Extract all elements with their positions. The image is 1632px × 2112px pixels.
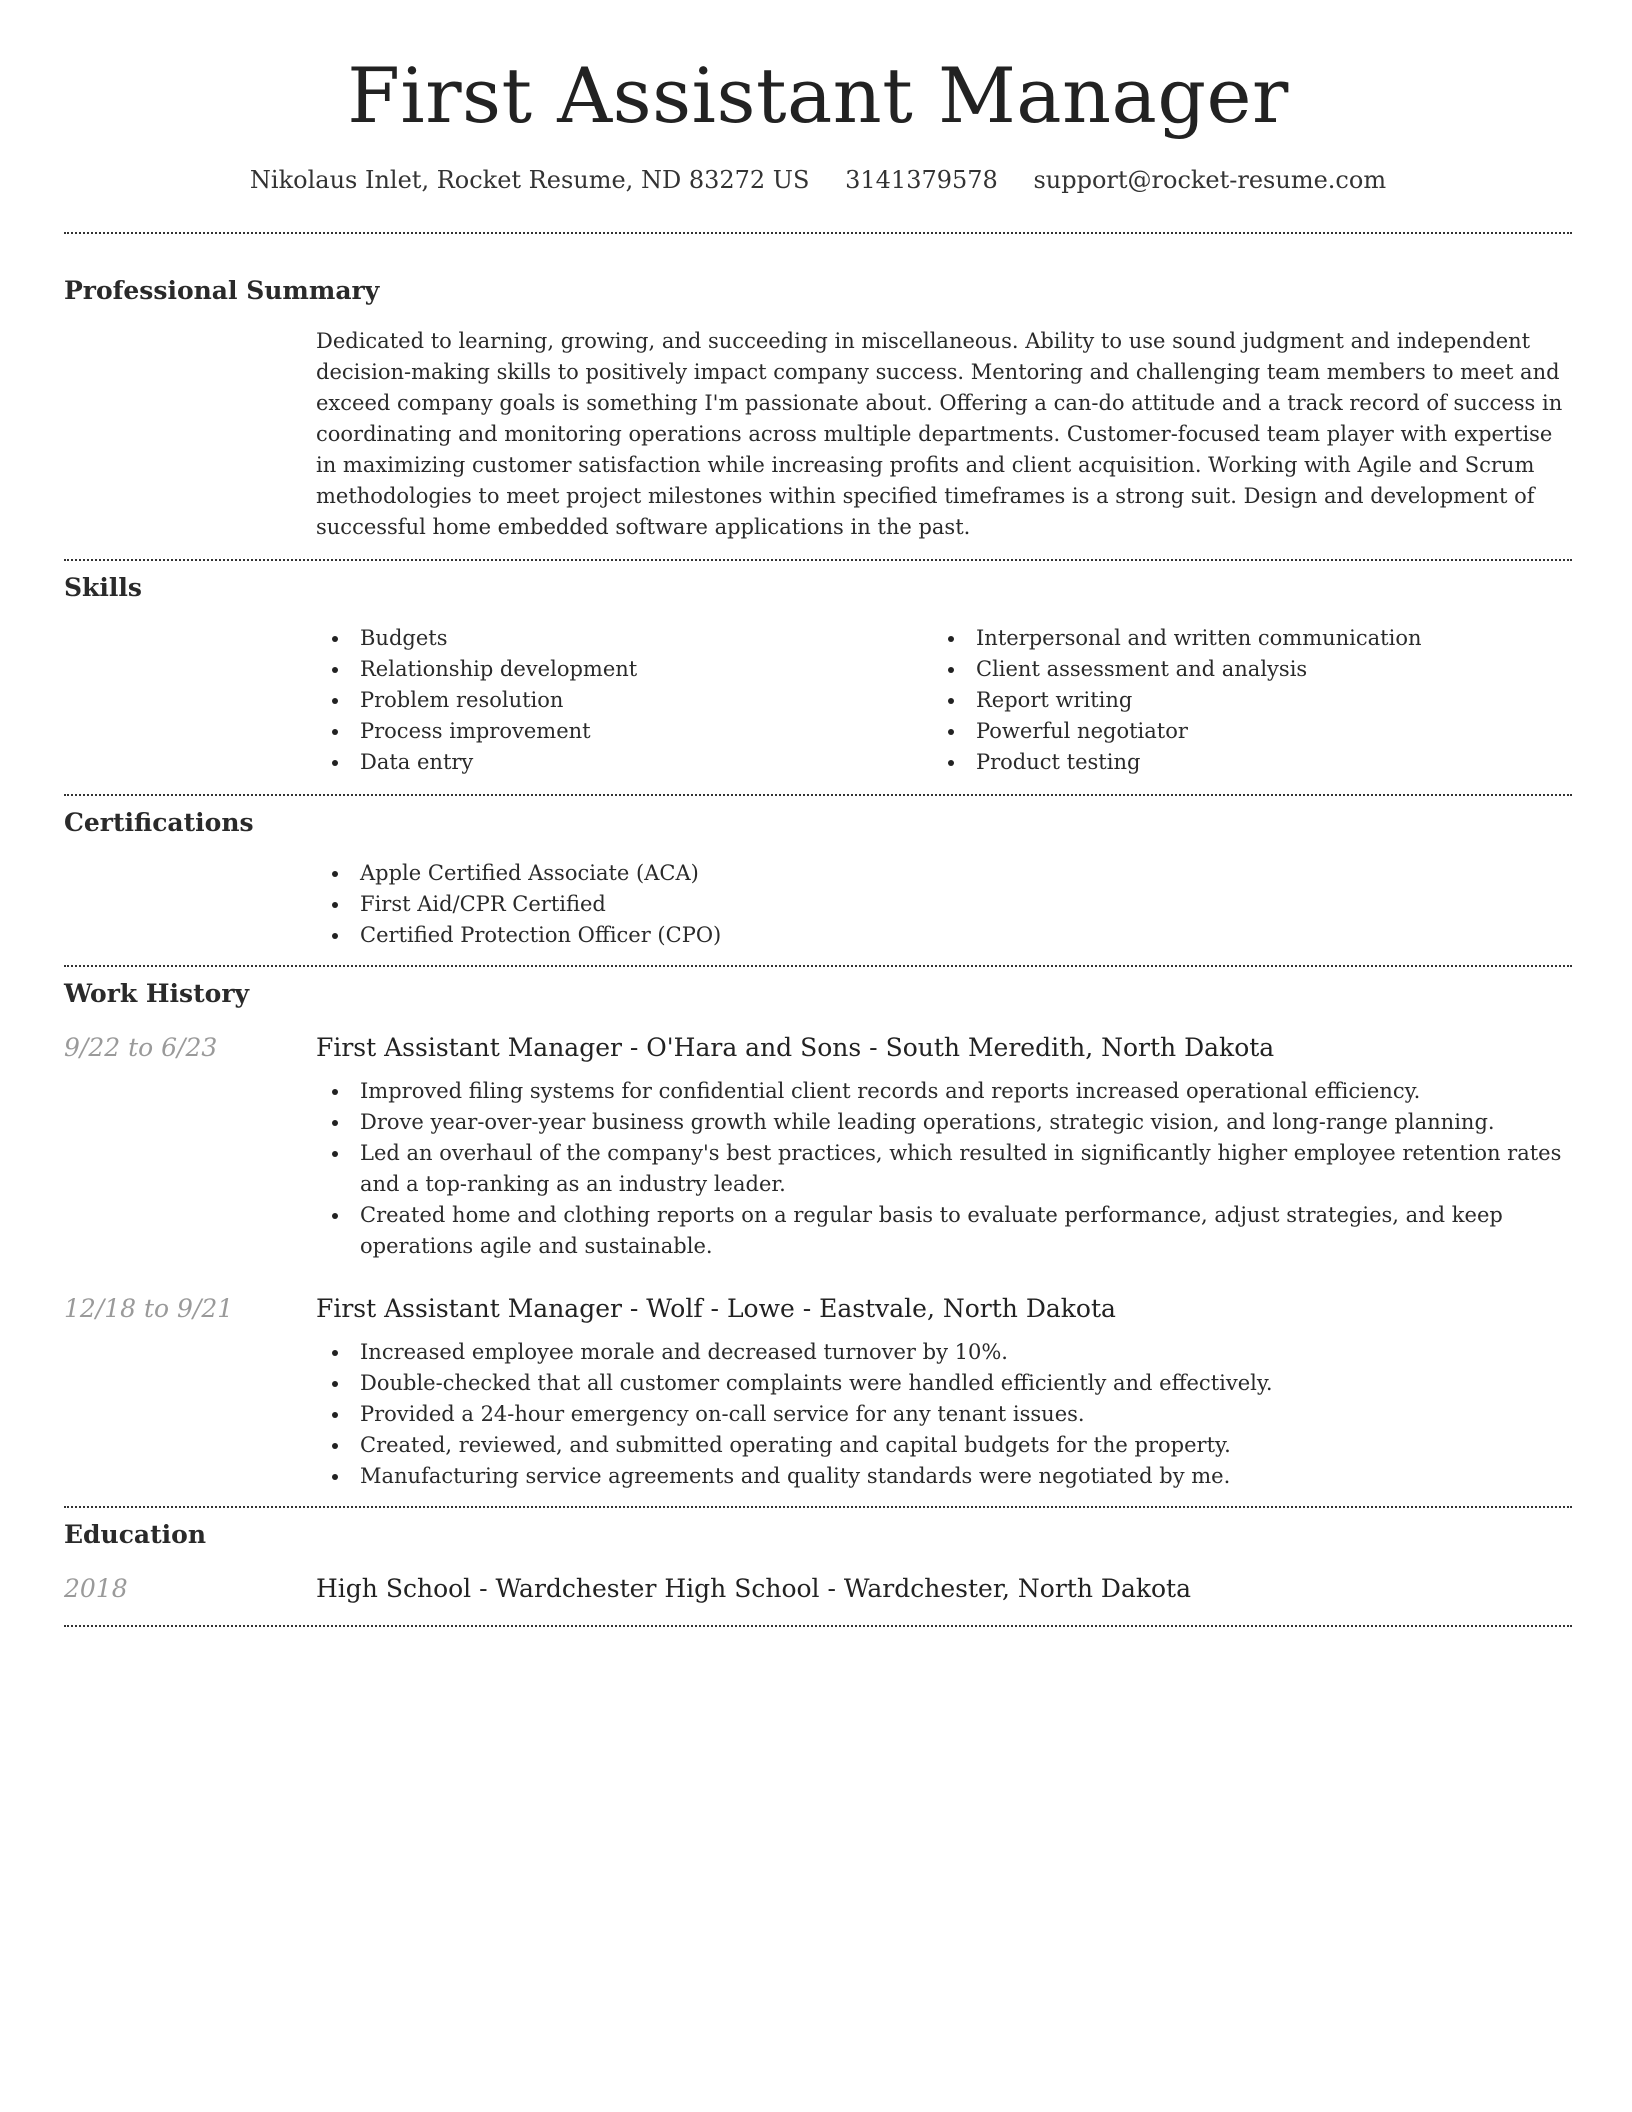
job-bullet: Provided a 24-hour emergency on-call service for any tenant issues. [316,1399,1572,1430]
job-bullets [316,1076,1572,1262]
contact-phone: 3141379578 [845,165,998,194]
resume-page [64,0,1572,1627]
certification-item: Apple Certified Associate (ACA) [316,858,1572,889]
skill-item: Relationship development [316,654,932,685]
skill-item: Interpersonal and written communication [932,623,1548,654]
skill-item: Product testing [932,747,1548,778]
education-section [64,1520,1572,1603]
job-title: First Assistant Manager - Wolf - Lowe - Eastvale, North Dakota [316,1294,1116,1324]
summary-text: Dedicated to learning, growing, and succeeding in miscellaneous. Ability to use sound judgment and independent decision-making skills to positively impact company success. Mentoring and challenging team members to meet and exceed company goals is something I'm passionate about. Offering a can-do attitude and a track record of success in coordinating and monitoring operations across multiple departments. Customer-focused team player with expertise in maximizing customer satisfaction while increasing profits and client acquisition. Working with Agile and Scrum methodologies to meet project milestones within specified timeframes is a strong suit. Design and development of successful home embedded software applications in the past. [316,329,1563,540]
resume-name: First Assistant Manager [347,51,1289,140]
contact-line [64,166,1572,195]
work-history-title: Work History [64,979,250,1009]
section-divider [64,794,1572,796]
certifications-list [316,858,1572,951]
education-title: Education [64,1520,207,1550]
education-date: 2018 [64,1574,128,1604]
section-divider [64,232,1572,234]
section-divider [64,1625,1572,1627]
skill-item: Process improvement [316,716,932,747]
job-bullet: Manufacturing service agreements and quality standards were negotiated by me. [316,1461,1572,1492]
job-date: 12/18 to 9/21 [64,1294,234,1324]
contact-address: Nikolaus Inlet, Rocket Resume, ND 83272 US [249,165,810,194]
certification-item: First Aid/CPR Certified [316,889,1572,920]
education-entry [64,1574,1572,1603]
job-bullet: Improved filing systems for confidential client records and reports increased operational efficiency. [316,1076,1572,1107]
certifications-title: Certifications [64,808,254,838]
job-title: First Assistant Manager - O'Hara and Sons - South Meredith, North Dakota [316,1033,1275,1063]
skill-item: Budgets [316,623,932,654]
job-header [64,1033,1572,1062]
skills-list-left [316,623,932,778]
skill-item: Powerful negotiator [932,716,1548,747]
skills-columns [316,623,1572,778]
contact-email: support@rocket-resume.com [1033,165,1387,194]
skill-item: Problem resolution [316,685,932,716]
job-bullet: Created, reviewed, and submitted operating and capital budgets for the property. [316,1430,1572,1461]
work-history-section [64,979,1572,1492]
job-entry [64,1033,1572,1262]
skills-list-right [932,623,1548,778]
job-bullet: Led an overhaul of the company's best practices, which resulted in significantly higher employee retention rates and a top-ranking as an industry leader. [316,1138,1572,1200]
skill-item: Data entry [316,747,932,778]
skills-title: Skills [64,573,142,603]
section-divider [64,1506,1572,1508]
job-date: 9/22 to 6/23 [64,1033,218,1063]
summary-section [64,276,1572,543]
job-bullets [316,1337,1572,1492]
job-entry [64,1294,1572,1492]
job-bullet: Increased employee morale and decreased turnover by 10%. [316,1337,1572,1368]
section-divider [64,965,1572,967]
skill-item: Report writing [932,685,1548,716]
summary-title: Professional Summary [64,276,380,306]
job-header [64,1294,1572,1323]
certifications-section [64,808,1572,951]
certification-item: Certified Protection Officer (CPO) [316,920,1572,951]
section-divider [64,559,1572,561]
education-title-line: High School - Wardchester High School - Wardchester, North Dakota [316,1574,1191,1604]
skills-section [64,573,1572,778]
skill-item: Client assessment and analysis [932,654,1548,685]
job-bullet: Drove year-over-year business growth while leading operations, strategic vision, and long-range planning. [316,1107,1572,1138]
job-bullet: Double-checked that all customer complaints were handled efficiently and effectively. [316,1368,1572,1399]
job-bullet: Created home and clothing reports on a regular basis to evaluate performance, adjust strategies, and keep operations agile and sustainable. [316,1200,1572,1262]
